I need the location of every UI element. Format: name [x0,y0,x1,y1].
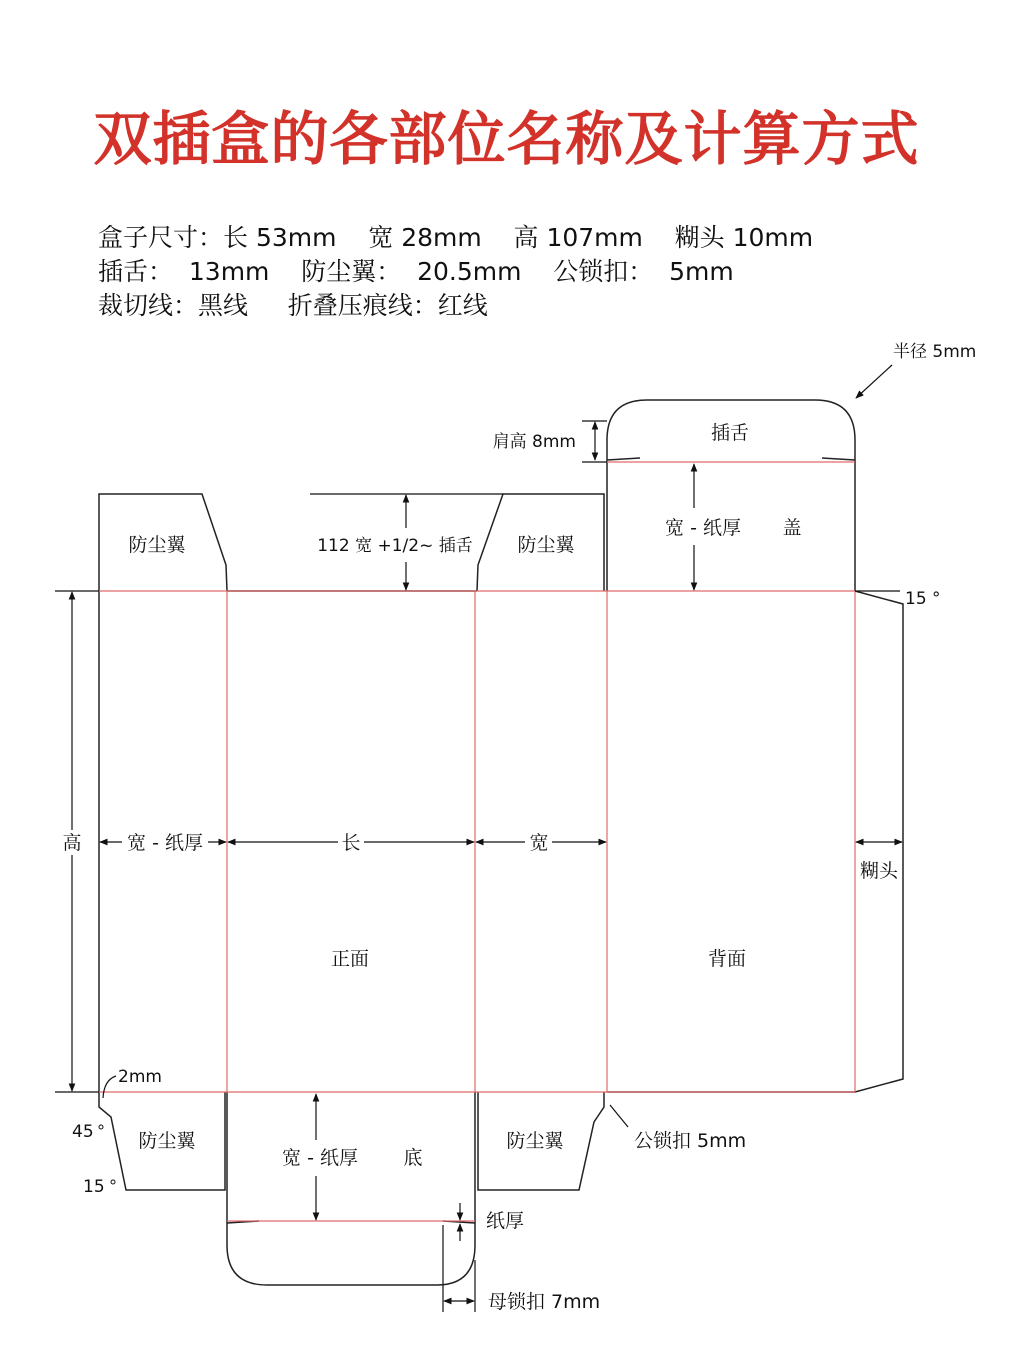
angle45-mark [99,1125,103,1129]
label-female-lock: 母锁扣 7mm [488,1291,601,1313]
label-dust-flap-bottom-right: 防尘翼 [506,1130,564,1152]
label-dust-flap-bottom-left: 防尘翼 [138,1130,196,1152]
label-lid-calc: 宽 - 纸厚 [665,517,741,539]
label-bottom: 底 [403,1147,423,1169]
angle-marks [99,1125,115,1184]
leader-radius [856,365,892,398]
label-angle45: 45 [72,1122,94,1142]
angle15-mark [111,1180,115,1184]
leader-2mm [103,1076,116,1098]
leader-male-lock [610,1105,628,1127]
cut-lock-slit-left [607,458,640,460]
label-radius: 半径 5mm [893,342,977,362]
label-thickness: 纸厚 [486,1210,525,1232]
label-dust-flap-top-left: 防尘翼 [128,534,186,556]
label-2mm: 2mm [118,1067,162,1087]
label-length: 长 [341,832,361,854]
label-bottom-calc: 宽 - 纸厚 [282,1147,358,1169]
label-back: 背面 [707,948,747,970]
spec-box-size: 盒子尺寸：长 53mm 宽 28mm 高 107mm 糊头 10mm [98,223,814,252]
label-angle15: 15 ° [905,589,941,609]
label-width-minus-thickness: 宽 - 纸厚 [127,832,203,854]
label-angle15b: 15 [83,1177,105,1197]
label-dust-flap-top-right: 防尘翼 [517,534,575,556]
cut-bottom-tuck [227,1092,475,1285]
label-width: 宽 [529,832,549,854]
spec-line-legend: 裁切线：黑线 折叠压痕线：红线 [98,291,488,320]
label-lid: 盖 [782,517,802,539]
label-glue-flap: 糊头 [859,860,899,882]
diagram-labels [62,342,976,1313]
spec-flaps: 插舌： 13mm 防尘翼： 20.5mm 公锁扣： 5mm [98,257,734,286]
label-height: 高 [62,832,82,854]
label-male-lock: 公锁扣 5mm [634,1130,747,1152]
label-tuck-tab: 插舌 [710,422,750,444]
label-front: 正面 [330,948,370,970]
label-shoulder: 肩高 8mm [492,432,576,452]
page-title: 双插盒的各部位名称及计算方式 [93,105,920,173]
cut-lock-slit-right [822,458,855,460]
label-top-calc: 112 宽 +1/2~ 插舌 [317,536,473,556]
